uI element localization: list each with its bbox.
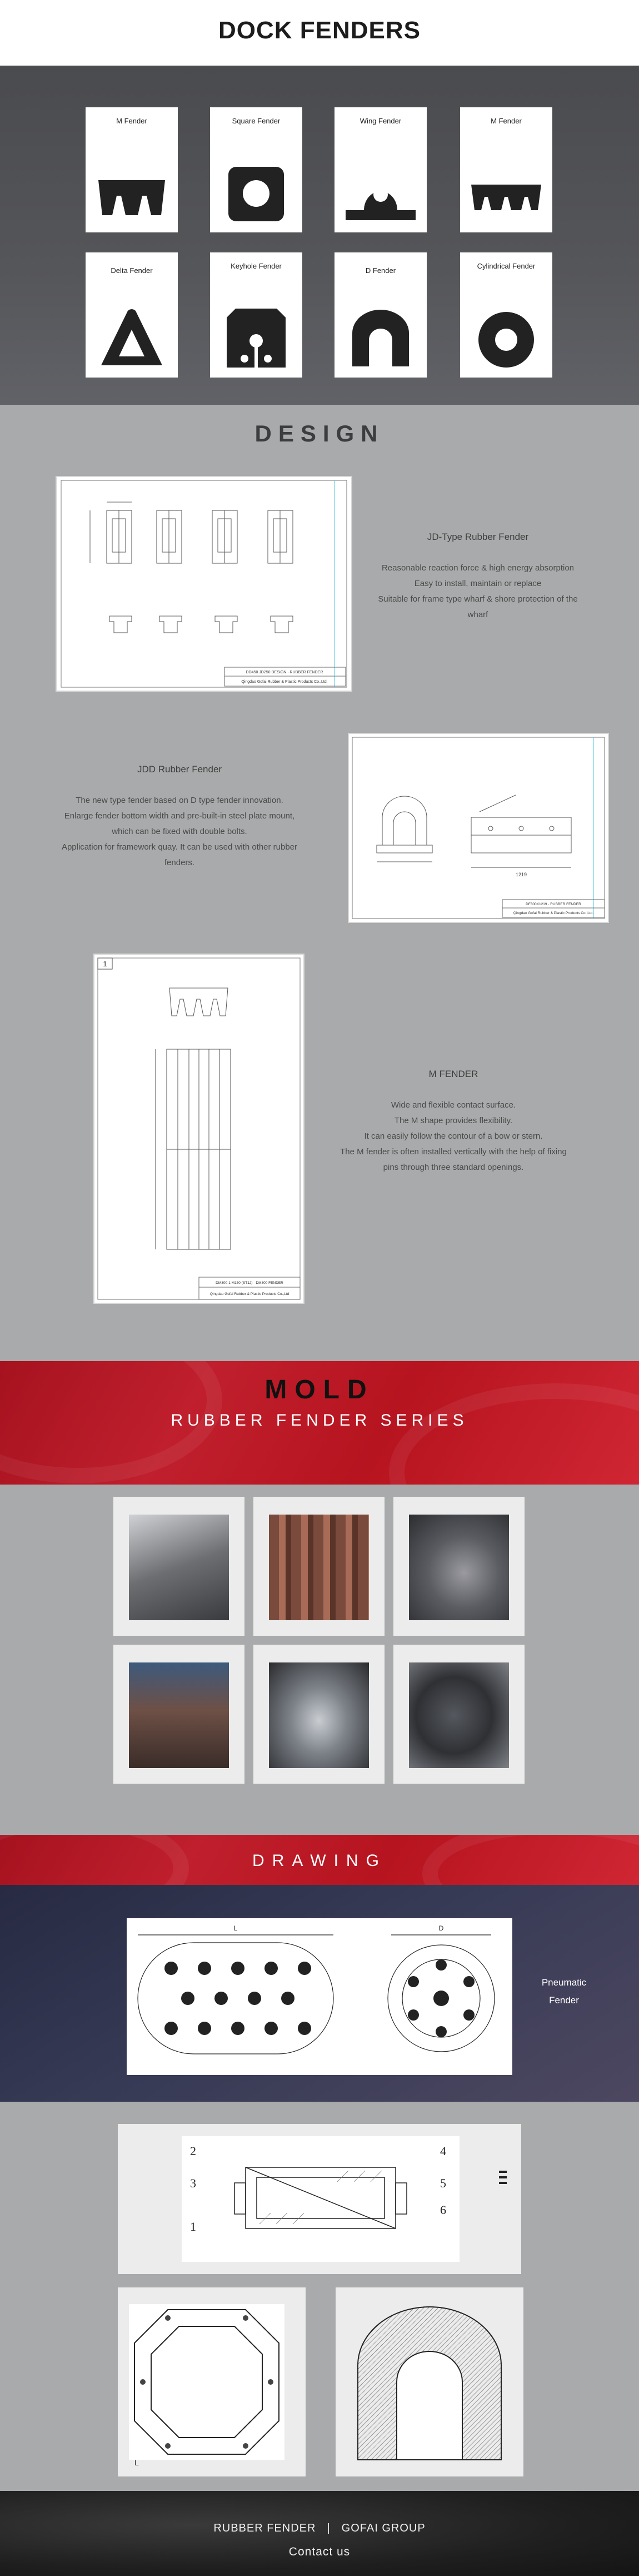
m-fender-icon (470, 162, 542, 224)
drawing-banner (0, 1835, 639, 1887)
svg-text:1219: 1219 (515, 872, 527, 877)
m-fender-description (337, 1066, 570, 1175)
desc-line: Suitable for frame type wharf & shore protection of the wharf (378, 594, 578, 619)
footer-links (0, 2522, 639, 2535)
fender-card[interactable] (210, 107, 302, 232)
svg-text:D: D (438, 1924, 444, 1932)
fender-card[interactable] (460, 107, 552, 232)
mold-gallery (0, 1485, 639, 1835)
jdd-fender-title: JDD Rubber Fender (137, 764, 222, 775)
contact-us-link[interactable]: Contact us (288, 2545, 351, 2558)
pneumatic-label-line: Pneumatic (541, 1977, 587, 1988)
drawing-title: DRAWING (252, 1852, 387, 1870)
svg-text:DD450 JD250 DESIGN · RUBBER FE: DD450 JD250 DESIGN · RUBBER FENDER (246, 671, 323, 674)
m-fender-icon (96, 162, 168, 224)
mold-photo (409, 1662, 509, 1768)
delta-fender-icon (96, 307, 168, 369)
fender-grid (0, 66, 639, 405)
page-title: DOCK FENDERS (218, 17, 421, 44)
fender-label: Cylindrical Fender (477, 262, 536, 270)
arch-fender-drawing (336, 2287, 523, 2476)
mold-photo-card[interactable] (393, 1645, 525, 1784)
cylindrical-fender-icon (470, 307, 542, 369)
mold-photo-card[interactable] (113, 1497, 244, 1636)
fender-label: M Fender (116, 117, 147, 125)
desc-line: Easy to install, maintain or replace (414, 579, 542, 588)
mold-photo (269, 1662, 369, 1768)
fender-label: Wing Fender (360, 117, 402, 125)
pneumatic-section (0, 1885, 639, 2102)
footer-link-gofai-group[interactable]: GOFAI GROUP (341, 2522, 426, 2534)
keyhole-fender-icon (220, 307, 292, 369)
desc-line: Enlarge fender bottom width and pre-built-in steel plate mount, (64, 811, 295, 821)
fender-label: M Fender (491, 117, 522, 125)
svg-text:L: L (233, 1924, 238, 1932)
m-fender-title: M FENDER (428, 1069, 478, 1079)
cylindrical-section-drawing (118, 2124, 521, 2274)
mold-photo-card[interactable] (253, 1497, 385, 1636)
svg-text:DF300X1219 · RUBBER FENDER: DF300X1219 · RUBBER FENDER (526, 902, 581, 906)
wing-fender-icon (345, 162, 417, 224)
svg-text:4: 4 (440, 2144, 446, 2158)
design-title: DESIGN (254, 420, 385, 446)
fender-label: D Fender (365, 266, 396, 275)
mold-title: MOLD (264, 1375, 375, 1404)
svg-text:1: 1 (103, 960, 107, 968)
arch-fender-icon (336, 2287, 523, 2476)
technical-drawing-icon (349, 734, 608, 922)
mold-photo-card[interactable] (253, 1645, 385, 1784)
svg-text:DM300-1 M150 (ST12) · DM300 FE: DM300-1 M150 (ST12) · DM300 FENDER (216, 1281, 283, 1285)
m-fender-drawing (93, 954, 304, 1304)
footer (0, 2491, 639, 2576)
square-fender-drawing (118, 2287, 306, 2476)
mold-photo (129, 1662, 229, 1768)
fender-card[interactable] (210, 252, 302, 378)
mold-photo-card[interactable] (393, 1497, 525, 1636)
footer-link-rubber-fender[interactable]: RUBBER FENDER (213, 2522, 316, 2534)
desc-line: fenders. (164, 858, 195, 867)
svg-text:L: L (134, 2458, 139, 2467)
jdd-fender-drawing (348, 733, 609, 923)
fender-card[interactable] (86, 107, 178, 232)
jd-fender-drawing (56, 476, 352, 692)
section-drawing-icon (118, 2124, 521, 2274)
divider: | (327, 2522, 331, 2534)
header (0, 0, 639, 66)
mold-banner (0, 1361, 639, 1485)
technical-drawing-icon (57, 477, 351, 691)
svg-text:5: 5 (440, 2176, 446, 2190)
pneumatic-fender-icon (127, 1918, 512, 2075)
octagon-fender-icon (118, 2287, 306, 2476)
desc-line: It can easily follow the contour of a bow or stern. (364, 1131, 543, 1141)
jd-fender-description (367, 529, 589, 623)
desc-line: Wide and flexible contact surface. (391, 1100, 516, 1110)
mold-subtitle: RUBBER FENDER SERIES (171, 1411, 468, 1430)
desc-line: The M fender is often installed vertically with the help of fixing (340, 1147, 567, 1157)
technical-drawing-icon (94, 955, 303, 1303)
fender-card[interactable] (86, 252, 178, 378)
pneumatic-label-line: Fender (549, 1995, 579, 2006)
d-fender-icon (345, 307, 417, 369)
svg-text:6: 6 (440, 2203, 446, 2217)
svg-text:Qingdao Gofai Rubber & Plastic: Qingdao Gofai Rubber & Plastic Products Co.,Ltd (209, 1292, 289, 1296)
svg-text:3: 3 (190, 2176, 196, 2190)
svg-text:Qingdao Gofai Rubber & Plastic: Qingdao Gofai Rubber & Plastic Products Co.,Ltd. (513, 911, 594, 915)
desc-line: pins through three standard openings. (383, 1163, 524, 1172)
fender-card[interactable] (335, 252, 427, 378)
svg-text:Qingdao Gofai Rubber & Plastic: Qingdao Gofai Rubber & Plastic Products Co.,Ltd. (241, 680, 328, 684)
lower-drawings (0, 2102, 639, 2491)
mold-photo (409, 1515, 509, 1620)
square-fender-icon (220, 162, 292, 224)
desc-line: which can be fixed with double bolts. (112, 827, 247, 836)
pneumatic-fender-drawing (127, 1918, 512, 2075)
fender-card[interactable] (460, 252, 552, 378)
fender-label: Delta Fender (111, 266, 153, 275)
mold-photo (129, 1515, 229, 1620)
svg-text:1: 1 (190, 2220, 196, 2233)
jdd-fender-description (56, 762, 303, 871)
fender-label: Keyhole Fender (231, 262, 282, 270)
jd-fender-title: JD-Type Rubber Fender (427, 532, 529, 542)
svg-text:2: 2 (190, 2144, 196, 2158)
fender-card[interactable] (335, 107, 427, 232)
desc-line: Reasonable reaction force & high energy absorption (381, 563, 575, 573)
desc-line: The new type fender based on D type fender innovation. (76, 796, 283, 805)
pneumatic-label (528, 1974, 600, 2009)
mold-photo (269, 1515, 369, 1620)
desc-line: The M shape provides flexibility. (394, 1116, 513, 1125)
fender-label: Square Fender (232, 117, 281, 125)
mold-photo-card[interactable] (113, 1645, 244, 1784)
desc-line: Application for framework quay. It can be used with other rubber (61, 842, 298, 852)
